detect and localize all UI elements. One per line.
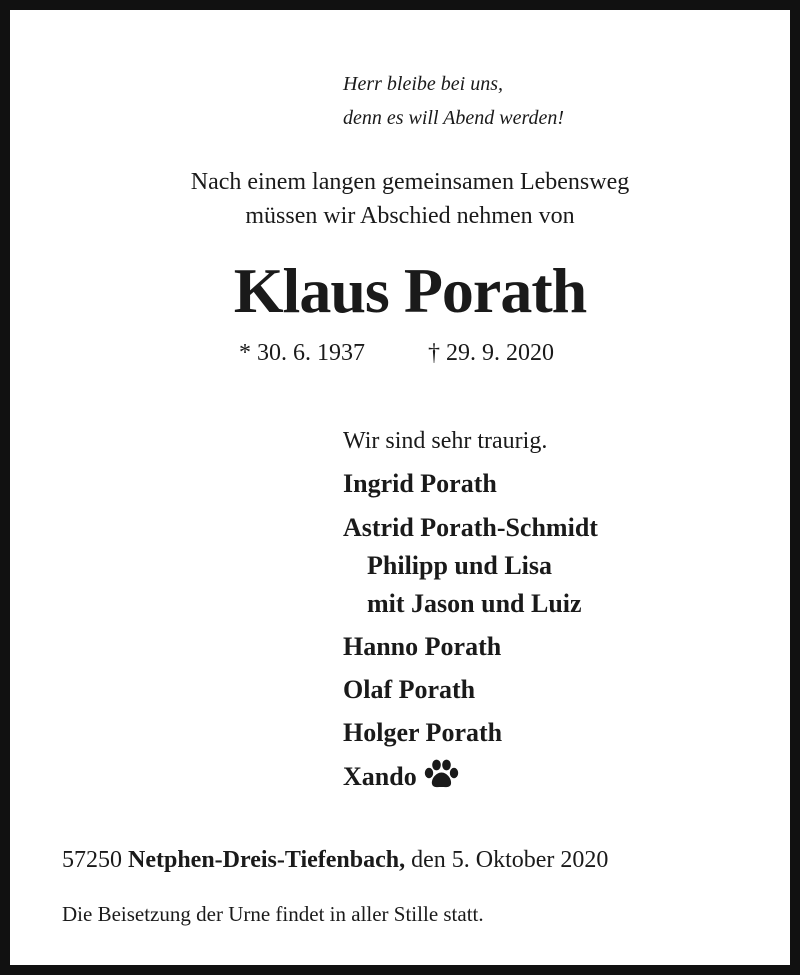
pet-entry xyxy=(343,759,461,794)
death-date: † 29. 9. 2020 xyxy=(428,340,554,366)
pet-name: Xando xyxy=(343,762,417,791)
birth-date: * 30. 6. 1937 xyxy=(239,340,365,366)
mourner-name: Hanno Porath xyxy=(343,632,502,661)
town-name: Netphen-Dreis-Tiefenbach, xyxy=(128,847,406,873)
paw-print-icon xyxy=(423,759,461,789)
postal-code: 57250 xyxy=(62,847,122,873)
deceased-name: Klaus Porath xyxy=(233,255,587,326)
burial-note: Die Beisetzung der Urne findet in aller Stille statt. xyxy=(62,902,484,926)
intro-line-2: müssen wir Abschied nehmen von xyxy=(245,203,575,229)
notice-date: den 5. Oktober 2020 xyxy=(411,847,609,873)
mourner-name: mit Jason und Luiz xyxy=(367,589,582,618)
place-and-date xyxy=(62,844,608,876)
mourning-statement: Wir sind sehr traurig. xyxy=(343,428,548,454)
mourner-name: Astrid Porath-Schmidt xyxy=(343,513,598,542)
verse-line-1: Herr bleibe bei uns, xyxy=(343,73,503,95)
mourner-name: Olaf Porath xyxy=(343,675,476,704)
mourner-name: Philipp und Lisa xyxy=(367,551,552,580)
verse-line-2: denn es will Abend werden! xyxy=(343,107,565,129)
mourner-name: Holger Porath xyxy=(343,718,503,747)
mourner-name: Ingrid Porath xyxy=(343,469,497,498)
intro-line-1: Nach einem langen gemeinsamen Lebensweg xyxy=(190,169,630,195)
